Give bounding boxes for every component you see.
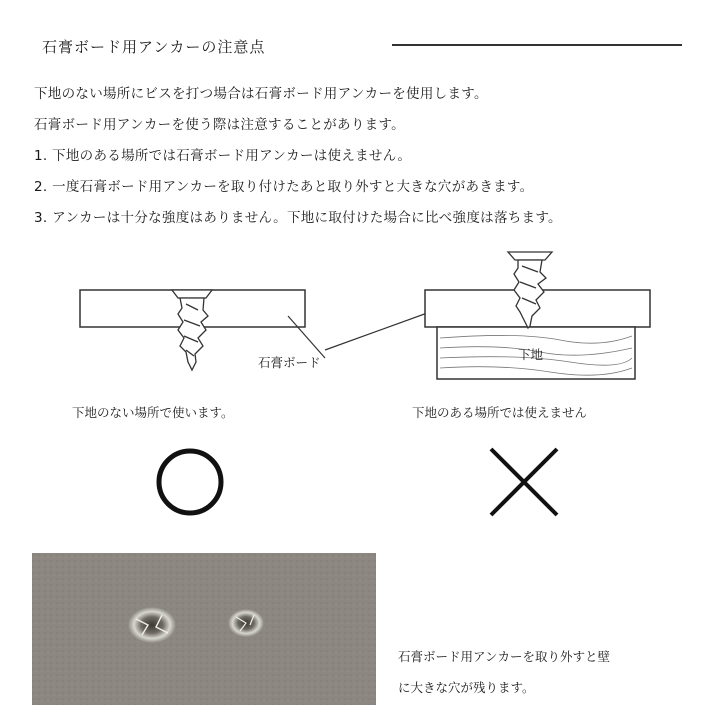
case-caption-ok: 下地のない場所で使います。 [72,405,234,420]
page-title: 石膏ボード用アンカーの注意点 [42,38,266,56]
anchor-diagram [0,240,720,390]
intro-text [34,84,562,239]
intro-line: 1. 下地のある場所では石膏ボード用アンカーは使えません。 [34,148,412,164]
cross-ng-icon [484,442,564,522]
stud-label: 下地 [518,347,544,362]
wall-holes-photo [32,553,376,705]
intro-line: 3. アンカーは十分な強度はありません。下地に取付けた場合に比べ強度は落ちます。 [34,210,562,226]
intro-line: 石膏ボード用アンカーを使う際は注意することがあります。 [34,117,405,133]
intro-line: 下地のない場所にビスを打つ場合は石膏ボード用アンカーを使用します。 [34,86,488,102]
hole-left-icon [128,607,176,643]
circle-ok-icon [150,442,230,522]
leader-line-left [288,316,325,358]
photo-caption-line: に大きな穴が残ります。 [398,680,535,695]
photo-caption-line: 石膏ボード用アンカーを取り外すと壁 [398,649,611,664]
photo-caption [398,641,610,703]
title-rule [392,44,682,46]
leader-line-right [325,312,430,350]
hole-right-icon [228,609,264,637]
intro-line: 2. 一度石膏ボード用アンカーを取り付けたあと取り外すと大きな穴があきます。 [34,179,534,195]
gypsum-board-label: 石膏ボード [258,355,321,370]
case-caption-ng: 下地のある場所では使えません [412,405,588,420]
